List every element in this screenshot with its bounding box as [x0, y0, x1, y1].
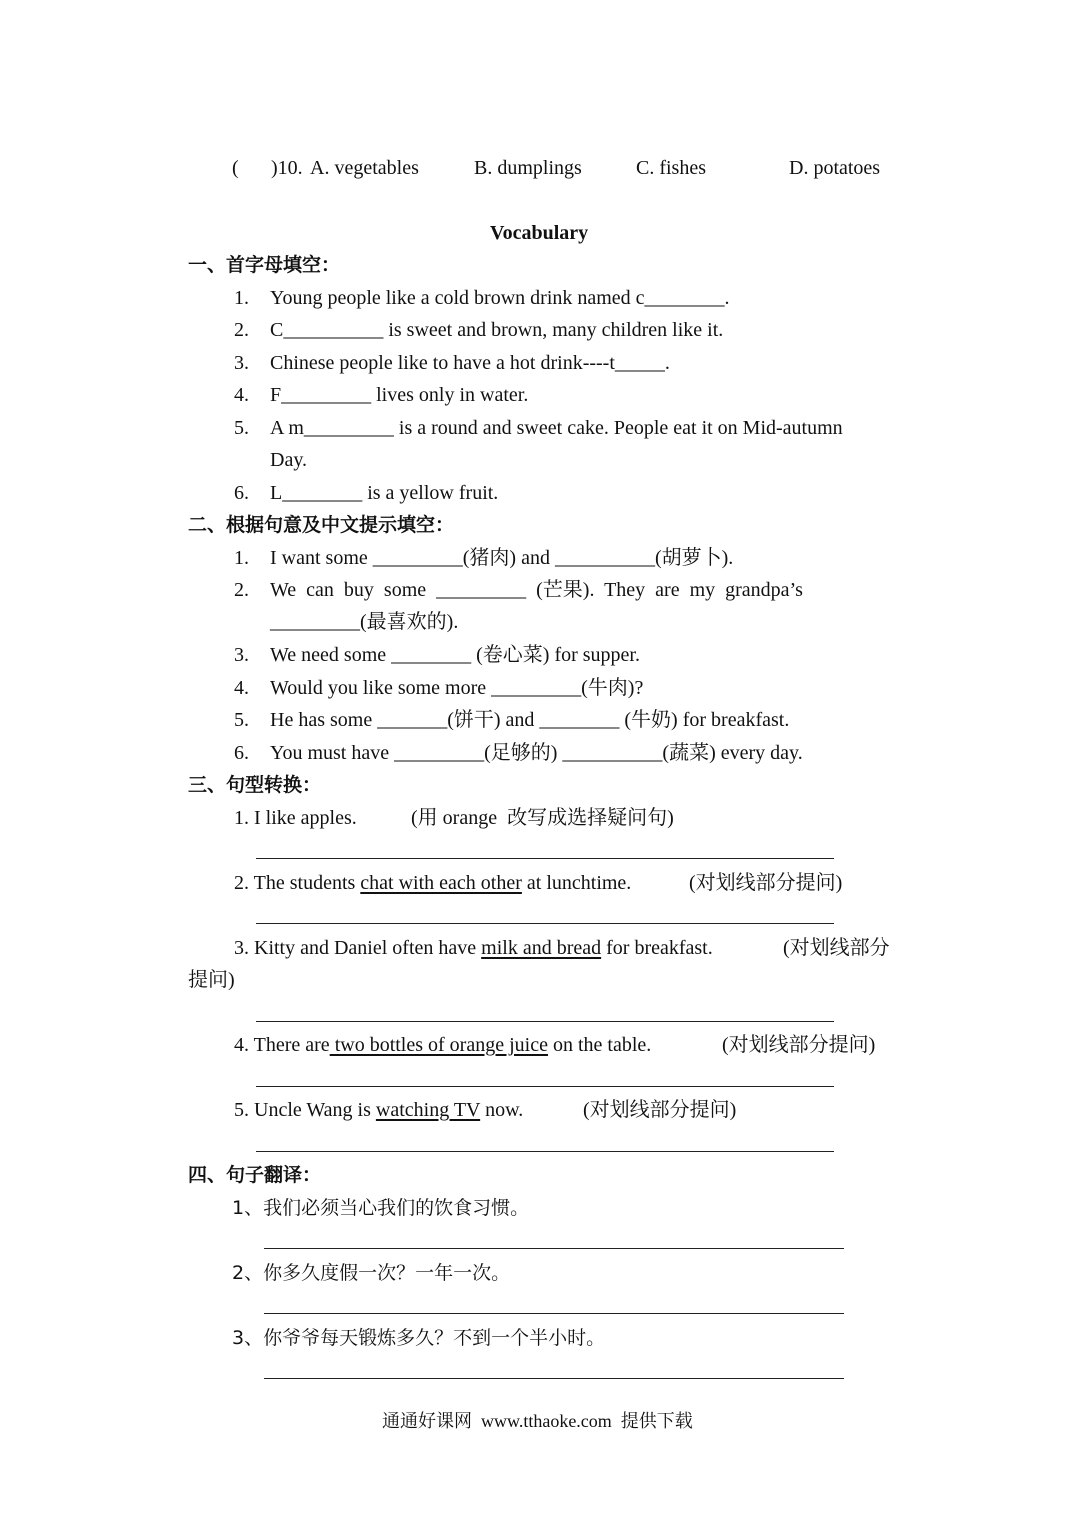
s2-item-num: 2. — [234, 579, 249, 601]
mc-paren-open: ( — [232, 157, 239, 179]
s4-answer-line — [264, 1248, 844, 1249]
s2-item-text: He has some _______(饼干) and ________ (牛奶) for breakfast. — [270, 709, 790, 731]
s3-q1-sentence: 1. I like apples. — [234, 807, 357, 829]
s4-item: 3、你爷爷每天锻炼多久？不到一个半小时。 — [232, 1327, 606, 1349]
section-1-heading: 一、首字母填空： — [188, 254, 341, 276]
s3-q3-sentence — [234, 936, 713, 960]
s1-item-text: C__________ is sweet and brown, many children like it. — [270, 319, 724, 341]
s3-q5-instruction: (对划线部分提问) — [583, 1099, 737, 1121]
s3-q3-text-a: 3. Kitty and Daniel often have — [234, 937, 482, 959]
s2-item-text: We can buy some _________ (芒果). They are my grandpa’s — [270, 579, 803, 601]
s3-q4-underlined: two bottles of orange juice — [329, 1034, 548, 1056]
section-title: Vocabulary — [490, 222, 589, 244]
s4-item: 1、我们必须当心我们的饮食习惯。 — [232, 1197, 530, 1219]
s3-q2-text-b: at lunchtime. — [521, 872, 632, 894]
s2-item-text: We need some ________ (卷心菜) for supper. — [270, 644, 640, 666]
s2-item-num: 3. — [234, 644, 249, 666]
s1-item-num: 2. — [234, 319, 249, 341]
s1-item-num: 3. — [234, 352, 249, 374]
s4-answer-line — [264, 1378, 844, 1379]
s1-item-num: 5. — [234, 417, 249, 439]
s1-item-num: 1. — [234, 287, 249, 309]
s3-q5-text-b: now. — [480, 1099, 524, 1121]
s2-item-num: 4. — [234, 677, 249, 699]
s2-item-continuation: _________(最喜欢的). — [270, 611, 459, 633]
s3-q5-text-a: 5. Uncle Wang is — [234, 1099, 376, 1121]
s3-q2-answer-line — [256, 923, 834, 924]
section-4-heading: 四、句子翻译： — [188, 1164, 322, 1186]
s1-item-text: L________ is a yellow fruit. — [270, 482, 499, 504]
s2-item-text: Would you like some more _________(牛肉)? — [270, 677, 644, 699]
s4-item: 2、你多久度假一次？一年一次。 — [232, 1262, 511, 1284]
mc-option-b: B. dumplings — [474, 157, 582, 179]
s3-q2-underlined: chat with each other — [360, 872, 522, 894]
s1-item-text: F_________ lives only in water. — [270, 384, 529, 406]
s1-item-text: A m_________ is a round and sweet cake. People eat it on Mid-autumn — [270, 417, 843, 439]
s3-q3-text-b: for breakfast. — [601, 937, 713, 959]
section-3-heading: 三、句型转换： — [188, 774, 322, 796]
s3-q1-instruction: (用 orange 改写成选择疑问句) — [411, 807, 674, 829]
s4-answer-line — [264, 1313, 844, 1314]
s3-q3-instruction-cont: 提问) — [188, 969, 235, 991]
s3-q4-text-a: 4. There are — [234, 1034, 330, 1056]
s3-q2-text-a: 2. The students — [234, 872, 361, 894]
s1-item-num: 4. — [234, 384, 249, 406]
s2-item-num: 6. — [234, 742, 249, 764]
s2-item-text: I want some _________(猪肉) and __________(胡萝卜). — [270, 547, 734, 569]
s3-q2-instruction: (对划线部分提问) — [689, 872, 843, 894]
s2-item-text: You must have _________(足够的) __________(蔬菜) every day. — [270, 742, 803, 764]
s1-item-text: Young people like a cold brown drink named c________. — [270, 287, 730, 309]
section-2-heading: 二、根据句意及中文提示填空： — [188, 514, 455, 536]
s3-q1-answer-line — [256, 858, 834, 859]
mc-option-d: D. potatoes — [789, 157, 881, 179]
s3-q5-underlined: watching TV — [375, 1099, 481, 1121]
s3-q4-sentence — [234, 1033, 651, 1057]
s3-q4-text-b: on the table. — [547, 1034, 652, 1056]
s1-item-continuation: Day. — [270, 449, 308, 471]
s3-q4-answer-line — [256, 1086, 834, 1087]
mc-question-number: )10. — [271, 157, 303, 179]
s2-item-num: 1. — [234, 547, 249, 569]
s1-item-text: Chinese people like to have a hot drink----t_____. — [270, 352, 670, 374]
s1-item-num: 6. — [234, 482, 249, 504]
s3-q5-sentence — [234, 1098, 523, 1122]
page-footer: 通通好课网 www.tthaoke.com 提供下载 — [382, 1411, 693, 1431]
s3-q4-instruction: (对划线部分提问) — [722, 1034, 876, 1056]
s3-q3-answer-line — [256, 1021, 834, 1022]
mc-option-a: A. vegetables — [310, 157, 419, 179]
s3-q3-underlined: milk and bread — [481, 937, 602, 959]
s2-item-num: 5. — [234, 709, 249, 731]
mc-option-c: C. fishes — [636, 157, 706, 179]
s3-q3-instruction: (对划线部分 — [783, 937, 890, 959]
s3-q5-answer-line — [256, 1151, 834, 1152]
s3-q2-sentence — [234, 871, 631, 895]
